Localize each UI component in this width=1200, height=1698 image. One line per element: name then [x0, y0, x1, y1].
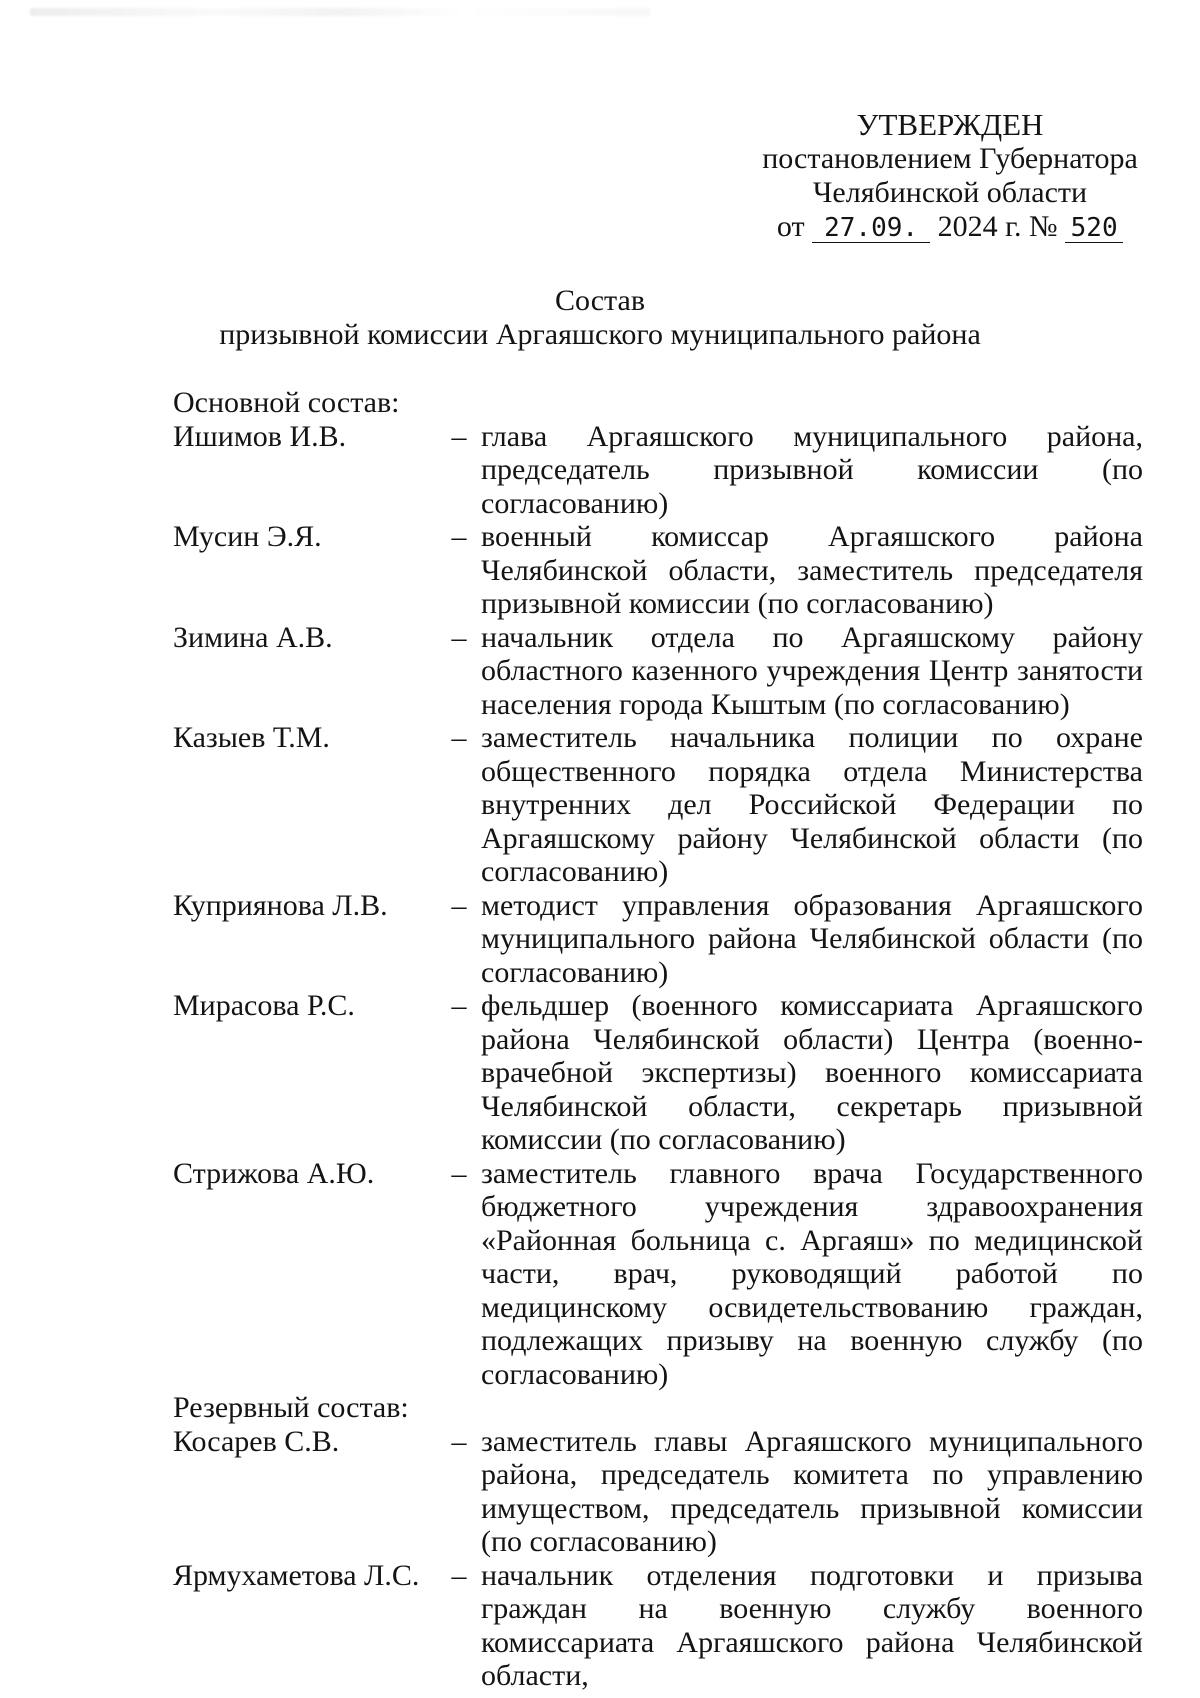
member-name: Стрижова А.Ю. — [173, 1156, 375, 1190]
member-name: Мирасова Р.С. — [173, 989, 355, 1022]
number-field: 520 — [1065, 214, 1123, 243]
member-role: методист управления образования Аргаяшского муниципального района Челябинской области (по согласованию) — [481, 888, 1143, 989]
member-role: начальник отделения подготовки и призыва граждан на военную службу военного комиссариата Аргаяшского района Челябинской области, — [481, 1558, 1143, 1692]
approval-line-2: Челябинской области — [812, 176, 1088, 209]
member-name: Мусин Э.Я. — [173, 520, 322, 553]
commission-roster — [173, 386, 1143, 1693]
scan-artifact — [30, 8, 650, 16]
member-name: Куприянова Л.В. — [173, 888, 388, 922]
approval-title: УТВЕРЖДЕН — [856, 107, 1044, 142]
member-name: Зимина А.В. — [173, 620, 333, 654]
member-dash: – — [451, 620, 467, 654]
member-row — [173, 1559, 1143, 1693]
member-dash: – — [451, 989, 467, 1022]
approval-block — [760, 108, 1140, 244]
member-dash: – — [451, 1424, 467, 1458]
approval-line-1: постановлением Губернатора — [762, 142, 1138, 175]
year-text: 2024 г. № — [937, 210, 1058, 243]
title-line-1: Состав — [554, 284, 646, 317]
member-dash: – — [451, 1558, 467, 1592]
member-name: Казыев Т.М. — [173, 721, 330, 754]
member-dash: – — [451, 419, 467, 453]
document-title — [0, 284, 1200, 352]
member-role: начальник отдела по Аргаяшскому району областного казенного учреждения Центр занятости населения города Кыштым (по согласованию) — [481, 620, 1143, 721]
title-line-2: призывной комиссии Аргаяшского муниципального района — [219, 318, 981, 351]
member-row — [173, 889, 1143, 990]
member-row — [173, 420, 1143, 521]
member-role: заместитель начальника полиции по охране общественного порядка отдела Министерства внутренних дел Российской Федерации по Аргаяшскому району Челябинской области (по согласованию) — [481, 721, 1143, 888]
member-role: военный комиссар Аргаяшского района Челябинской области, заместитель председателя призывной комиссии (по согласованию) — [481, 520, 1143, 620]
member-row — [173, 989, 1143, 1157]
member-dash: – — [451, 721, 467, 754]
member-row — [173, 1425, 1143, 1559]
member-row — [173, 621, 1143, 722]
member-dash: – — [451, 1156, 467, 1190]
approval-date-line — [760, 210, 1140, 244]
member-role: заместитель главы Аргаяшского муниципального района, председатель комитета по управлению имуществом, председатель призывной комиссии (по согласованию) — [481, 1424, 1143, 1558]
date-prefix: от — [776, 210, 805, 243]
member-dash: – — [451, 520, 467, 553]
member-name: Ишимов И.В. — [173, 419, 347, 453]
member-name: Косарев С.В. — [173, 1424, 340, 1458]
member-row — [173, 1157, 1143, 1392]
member-row — [173, 721, 1143, 889]
member-role: фельдшер (военного комиссариата Аргаяшского района Челябинской области) Центра (военно-врачебной экспертизы) военного комиссариата Челябинской области, секретарь призывной комиссии (по согласованию) — [481, 989, 1143, 1156]
member-role: глава Аргаяшского муниципального района, председатель призывной комиссии (по согласованию) — [481, 419, 1143, 520]
member-row — [173, 520, 1143, 621]
date-field: 27.09. — [812, 214, 930, 243]
member-dash: – — [451, 888, 467, 922]
member-role: заместитель главного врача Государственного бюджетного учреждения здравоохранения «Районная больница с. Аргаяш» по медицинской части, врач, руководящий работой по медицинскому освидетельствованию граждан, подлежащих призыву на военную службу (по согласованию) — [481, 1156, 1143, 1391]
main-section-label: Основной состав: — [173, 386, 400, 419]
reserve-section-label: Резервный состав: — [173, 1391, 409, 1424]
member-name: Ярмухаметова Л.С. — [173, 1558, 420, 1592]
